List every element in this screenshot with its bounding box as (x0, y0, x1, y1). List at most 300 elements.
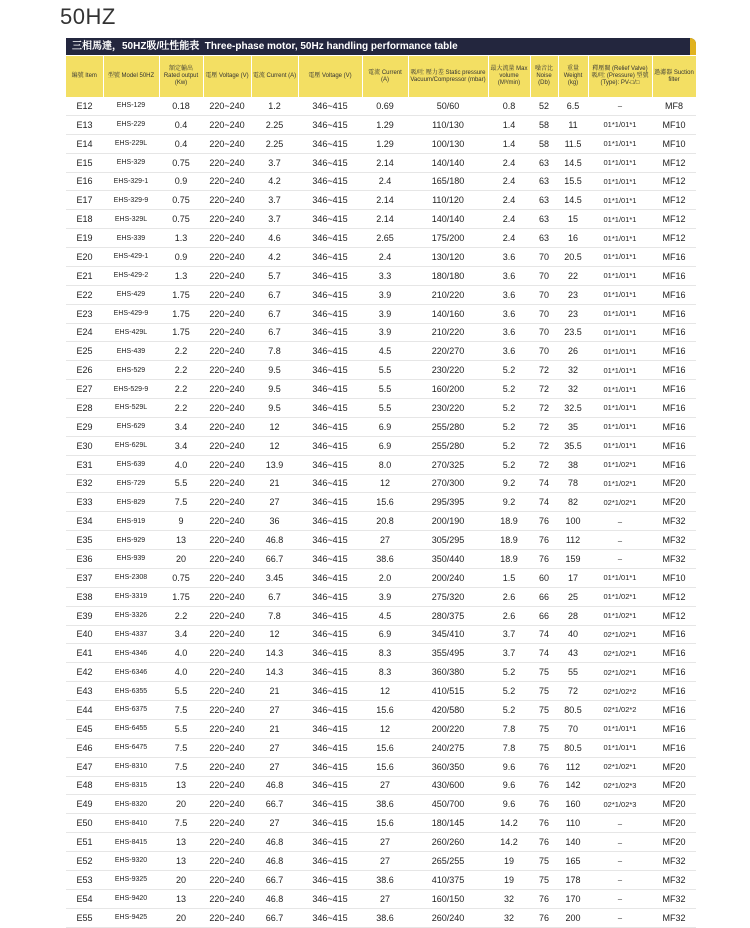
table-row (66, 757, 696, 776)
current-2-cell: 2.65 (362, 229, 408, 248)
model-cell: EHS-929 (103, 531, 159, 550)
rated-output-cell: 1.75 (159, 323, 203, 342)
relief-valve-cell: – (588, 833, 652, 852)
column-header: 電壓 Voltage (V) (298, 56, 362, 97)
suction-filter-cell: MF16 (652, 682, 696, 701)
suction-filter-cell: MF16 (652, 304, 696, 323)
current-1-cell: 27 (251, 701, 298, 720)
current-2-cell: 27 (362, 852, 408, 871)
item-cell: E21 (66, 266, 103, 285)
max-volume-cell: 5.2 (488, 399, 530, 418)
voltage-2-cell: 346~415 (298, 625, 362, 644)
static-pressure-cell: 210/220 (408, 285, 488, 304)
current-2-cell: 27 (362, 833, 408, 852)
item-cell: E36 (66, 550, 103, 569)
relief-valve-cell: 01*1/01*1 (588, 115, 652, 134)
item-cell: E48 (66, 776, 103, 795)
suction-filter-cell: MF16 (652, 417, 696, 436)
rated-output-cell: 0.4 (159, 134, 203, 153)
current-2-cell: 1.29 (362, 134, 408, 153)
current-1-cell: 66.7 (251, 870, 298, 889)
model-cell: EHS-339 (103, 229, 159, 248)
item-cell: E52 (66, 852, 103, 871)
voltage-1-cell: 220~240 (203, 889, 251, 908)
rated-output-cell: 13 (159, 531, 203, 550)
suction-filter-cell: MF12 (652, 172, 696, 191)
relief-valve-cell: 01*1/01*1 (588, 361, 652, 380)
suction-filter-cell: MF12 (652, 229, 696, 248)
weight-cell: 6.5 (558, 97, 588, 115)
weight-cell: 20.5 (558, 248, 588, 267)
item-cell: E53 (66, 870, 103, 889)
relief-valve-cell: 01*1/02*1 (588, 455, 652, 474)
model-cell: EHS-3326 (103, 606, 159, 625)
relief-valve-cell: 02*1/02*1 (588, 625, 652, 644)
suction-filter-cell: MF12 (652, 153, 696, 172)
column-header: 過濾器 Suction filter (652, 56, 696, 97)
suction-filter-cell: MF20 (652, 814, 696, 833)
item-cell: E40 (66, 625, 103, 644)
item-cell: E15 (66, 153, 103, 172)
static-pressure-cell: 260/240 (408, 908, 488, 927)
rated-output-cell: 3.4 (159, 436, 203, 455)
table-row (66, 568, 696, 587)
item-cell: E45 (66, 719, 103, 738)
table-body (66, 97, 696, 927)
rated-output-cell: 4.0 (159, 663, 203, 682)
static-pressure-cell: 200/240 (408, 568, 488, 587)
noise-cell: 72 (530, 455, 558, 474)
relief-valve-cell: 01*1/01*1 (588, 342, 652, 361)
relief-valve-cell: 02*1/02*2 (588, 682, 652, 701)
current-1-cell: 9.5 (251, 380, 298, 399)
model-cell: EHS-9320 (103, 852, 159, 871)
static-pressure-cell: 410/515 (408, 682, 488, 701)
weight-cell: 82 (558, 493, 588, 512)
voltage-2-cell: 346~415 (298, 323, 362, 342)
column-header: 釋壓閥 (Relief Valve) 吸/吐 (Pressure) 型號(Type): PV-□/□ (588, 56, 652, 97)
relief-valve-cell: 01*1/01*1 (588, 417, 652, 436)
static-pressure-cell: 305/295 (408, 531, 488, 550)
suction-filter-cell: MF32 (652, 550, 696, 569)
static-pressure-cell: 280/375 (408, 606, 488, 625)
column-header: 最大流量 Max volume (M³/min) (488, 56, 530, 97)
item-cell: E14 (66, 134, 103, 153)
voltage-1-cell: 220~240 (203, 134, 251, 153)
suction-filter-cell: MF16 (652, 285, 696, 304)
static-pressure-cell: 160/150 (408, 889, 488, 908)
max-volume-cell: 9.2 (488, 474, 530, 493)
relief-valve-cell: – (588, 852, 652, 871)
banner-title-en: Three-phase motor, 50Hz handling performance table (204, 41, 458, 52)
current-2-cell: 27 (362, 776, 408, 795)
table-row (66, 625, 696, 644)
model-cell: EHS-329-1 (103, 172, 159, 191)
suction-filter-cell: MF20 (652, 833, 696, 852)
max-volume-cell: 2.4 (488, 191, 530, 210)
table-row (66, 399, 696, 418)
rated-output-cell: 20 (159, 550, 203, 569)
relief-valve-cell: 01*1/01*1 (588, 172, 652, 191)
max-volume-cell: 2.4 (488, 210, 530, 229)
rated-output-cell: 1.75 (159, 587, 203, 606)
current-2-cell: 5.5 (362, 361, 408, 380)
noise-cell: 76 (530, 550, 558, 569)
voltage-1-cell: 220~240 (203, 568, 251, 587)
model-cell: EHS-439 (103, 342, 159, 361)
max-volume-cell: 19 (488, 852, 530, 871)
current-2-cell: 2.0 (362, 568, 408, 587)
relief-valve-cell: 01*1/01*1 (588, 210, 652, 229)
voltage-2-cell: 346~415 (298, 587, 362, 606)
current-2-cell: 0.69 (362, 97, 408, 115)
static-pressure-cell: 140/140 (408, 153, 488, 172)
voltage-2-cell: 346~415 (298, 550, 362, 569)
max-volume-cell: 1.5 (488, 568, 530, 587)
rated-output-cell: 13 (159, 889, 203, 908)
voltage-2-cell: 346~415 (298, 512, 362, 531)
relief-valve-cell: 01*1/01*1 (588, 436, 652, 455)
model-cell: EHS-4337 (103, 625, 159, 644)
voltage-2-cell: 346~415 (298, 889, 362, 908)
item-cell: E51 (66, 833, 103, 852)
relief-valve-cell: 01*1/01*1 (588, 134, 652, 153)
max-volume-cell: 9.6 (488, 776, 530, 795)
current-2-cell: 2.4 (362, 172, 408, 191)
model-cell: EHS-8410 (103, 814, 159, 833)
rated-output-cell: 0.4 (159, 115, 203, 134)
current-1-cell: 21 (251, 474, 298, 493)
column-header: 吸/吐 壓力差 Static pressure Vacuum/Compressor (mbar) (408, 56, 488, 97)
current-2-cell: 2.14 (362, 210, 408, 229)
relief-valve-cell: – (588, 550, 652, 569)
table-row (66, 908, 696, 927)
voltage-2-cell: 346~415 (298, 474, 362, 493)
table-row (66, 644, 696, 663)
current-2-cell: 15.6 (362, 701, 408, 720)
table-row (66, 870, 696, 889)
weight-cell: 35 (558, 417, 588, 436)
voltage-1-cell: 220~240 (203, 266, 251, 285)
voltage-2-cell: 346~415 (298, 361, 362, 380)
table-row (66, 191, 696, 210)
noise-cell: 72 (530, 436, 558, 455)
current-1-cell: 6.7 (251, 285, 298, 304)
voltage-2-cell: 346~415 (298, 852, 362, 871)
item-cell: E31 (66, 455, 103, 474)
current-1-cell: 6.7 (251, 323, 298, 342)
max-volume-cell: 1.4 (488, 115, 530, 134)
relief-valve-cell: 01*1/02*1 (588, 606, 652, 625)
current-1-cell: 12 (251, 436, 298, 455)
relief-valve-cell: 01*1/01*1 (588, 399, 652, 418)
current-2-cell: 38.6 (362, 870, 408, 889)
suction-filter-cell: MF32 (652, 908, 696, 927)
rated-output-cell: 0.9 (159, 248, 203, 267)
suction-filter-cell: MF12 (652, 606, 696, 625)
model-cell: EHS-9425 (103, 908, 159, 927)
voltage-2-cell: 346~415 (298, 210, 362, 229)
model-cell: EHS-629L (103, 436, 159, 455)
suction-filter-cell: MF16 (652, 738, 696, 757)
max-volume-cell: 18.9 (488, 550, 530, 569)
noise-cell: 52 (530, 97, 558, 115)
noise-cell: 70 (530, 342, 558, 361)
max-volume-cell: 5.2 (488, 455, 530, 474)
table-row (66, 266, 696, 285)
current-2-cell: 27 (362, 531, 408, 550)
weight-cell: 26 (558, 342, 588, 361)
model-cell: EHS-3319 (103, 587, 159, 606)
current-1-cell: 46.8 (251, 852, 298, 871)
weight-cell: 22 (558, 266, 588, 285)
table-row (66, 210, 696, 229)
table-row (66, 738, 696, 757)
table-row (66, 248, 696, 267)
noise-cell: 60 (530, 568, 558, 587)
max-volume-cell: 9.6 (488, 795, 530, 814)
noise-cell: 75 (530, 852, 558, 871)
rated-output-cell: 0.75 (159, 210, 203, 229)
voltage-2-cell: 346~415 (298, 701, 362, 720)
static-pressure-cell: 240/275 (408, 738, 488, 757)
item-cell: E55 (66, 908, 103, 927)
item-cell: E23 (66, 304, 103, 323)
item-cell: E42 (66, 663, 103, 682)
weight-cell: 40 (558, 625, 588, 644)
current-2-cell: 5.5 (362, 380, 408, 399)
current-1-cell: 36 (251, 512, 298, 531)
rated-output-cell: 5.5 (159, 682, 203, 701)
current-2-cell: 1.29 (362, 115, 408, 134)
table-row (66, 229, 696, 248)
voltage-1-cell: 220~240 (203, 417, 251, 436)
static-pressure-cell: 130/120 (408, 248, 488, 267)
model-cell: EHS-919 (103, 512, 159, 531)
max-volume-cell: 5.2 (488, 380, 530, 399)
suction-filter-cell: MF20 (652, 776, 696, 795)
current-1-cell: 27 (251, 757, 298, 776)
voltage-1-cell: 220~240 (203, 97, 251, 115)
noise-cell: 76 (530, 531, 558, 550)
table-row (66, 285, 696, 304)
table-header-row (66, 56, 696, 97)
current-2-cell: 12 (362, 719, 408, 738)
voltage-2-cell: 346~415 (298, 191, 362, 210)
current-1-cell: 14.3 (251, 644, 298, 663)
voltage-1-cell: 220~240 (203, 115, 251, 134)
item-cell: E47 (66, 757, 103, 776)
current-2-cell: 38.6 (362, 795, 408, 814)
item-cell: E16 (66, 172, 103, 191)
relief-valve-cell: 02*1/02*3 (588, 795, 652, 814)
noise-cell: 63 (530, 153, 558, 172)
suction-filter-cell: MF10 (652, 115, 696, 134)
rated-output-cell: 13 (159, 776, 203, 795)
voltage-2-cell: 346~415 (298, 455, 362, 474)
current-2-cell: 4.5 (362, 606, 408, 625)
weight-cell: 165 (558, 852, 588, 871)
relief-valve-cell: – (588, 512, 652, 531)
max-volume-cell: 3.6 (488, 285, 530, 304)
weight-cell: 100 (558, 512, 588, 531)
voltage-2-cell: 346~415 (298, 153, 362, 172)
current-2-cell: 6.9 (362, 436, 408, 455)
relief-valve-cell: – (588, 97, 652, 115)
noise-cell: 72 (530, 380, 558, 399)
suction-filter-cell: MF32 (652, 870, 696, 889)
noise-cell: 75 (530, 719, 558, 738)
model-cell: EHS-529-9 (103, 380, 159, 399)
table-row (66, 833, 696, 852)
item-cell: E44 (66, 701, 103, 720)
model-cell: EHS-6346 (103, 663, 159, 682)
current-2-cell: 15.6 (362, 757, 408, 776)
current-1-cell: 2.25 (251, 115, 298, 134)
voltage-1-cell: 220~240 (203, 701, 251, 720)
current-1-cell: 6.7 (251, 304, 298, 323)
rated-output-cell: 5.5 (159, 474, 203, 493)
model-cell: EHS-8310 (103, 757, 159, 776)
item-cell: E50 (66, 814, 103, 833)
current-2-cell: 15.6 (362, 738, 408, 757)
voltage-1-cell: 220~240 (203, 229, 251, 248)
static-pressure-cell: 180/145 (408, 814, 488, 833)
noise-cell: 63 (530, 172, 558, 191)
current-2-cell: 27 (362, 889, 408, 908)
column-header: 電流 Current (A) (362, 56, 408, 97)
table-row (66, 606, 696, 625)
relief-valve-cell: 01*1/01*1 (588, 229, 652, 248)
max-volume-cell: 18.9 (488, 512, 530, 531)
weight-cell: 23 (558, 285, 588, 304)
max-volume-cell: 3.6 (488, 342, 530, 361)
table-row (66, 493, 696, 512)
voltage-2-cell: 346~415 (298, 814, 362, 833)
voltage-2-cell: 346~415 (298, 663, 362, 682)
rated-output-cell: 0.75 (159, 568, 203, 587)
suction-filter-cell: MF16 (652, 342, 696, 361)
voltage-1-cell: 220~240 (203, 248, 251, 267)
model-cell: EHS-529 (103, 361, 159, 380)
relief-valve-cell: 01*1/02*1 (588, 474, 652, 493)
weight-cell: 78 (558, 474, 588, 493)
noise-cell: 72 (530, 361, 558, 380)
rated-output-cell: 7.5 (159, 493, 203, 512)
weight-cell: 15 (558, 210, 588, 229)
suction-filter-cell: MF16 (652, 323, 696, 342)
static-pressure-cell: 430/600 (408, 776, 488, 795)
voltage-2-cell: 346~415 (298, 266, 362, 285)
current-1-cell: 21 (251, 719, 298, 738)
table-row (66, 814, 696, 833)
voltage-2-cell: 346~415 (298, 531, 362, 550)
rated-output-cell: 2.2 (159, 380, 203, 399)
item-cell: E54 (66, 889, 103, 908)
static-pressure-cell: 255/280 (408, 436, 488, 455)
static-pressure-cell: 360/350 (408, 757, 488, 776)
model-cell: EHS-9325 (103, 870, 159, 889)
model-cell: EHS-429-1 (103, 248, 159, 267)
static-pressure-cell: 175/200 (408, 229, 488, 248)
item-cell: E19 (66, 229, 103, 248)
voltage-2-cell: 346~415 (298, 908, 362, 927)
voltage-1-cell: 220~240 (203, 663, 251, 682)
item-cell: E17 (66, 191, 103, 210)
suction-filter-cell: MF16 (652, 436, 696, 455)
noise-cell: 63 (530, 191, 558, 210)
current-2-cell: 3.9 (362, 285, 408, 304)
page-title: 50HZ (60, 4, 116, 29)
weight-cell: 55 (558, 663, 588, 682)
rated-output-cell: 1.75 (159, 304, 203, 323)
suction-filter-cell: MF8 (652, 97, 696, 115)
voltage-1-cell: 220~240 (203, 587, 251, 606)
weight-cell: 23 (558, 304, 588, 323)
model-cell: EHS-6355 (103, 682, 159, 701)
column-header: 額定輸出 Rated output (Kw) (159, 56, 203, 97)
table-row (66, 417, 696, 436)
noise-cell: 75 (530, 663, 558, 682)
voltage-2-cell: 346~415 (298, 134, 362, 153)
model-cell: EHS-8320 (103, 795, 159, 814)
model-cell: EHS-529L (103, 399, 159, 418)
voltage-2-cell: 346~415 (298, 644, 362, 663)
relief-valve-cell: 01*1/01*1 (588, 285, 652, 304)
item-cell: E18 (66, 210, 103, 229)
weight-cell: 80.5 (558, 701, 588, 720)
current-1-cell: 27 (251, 738, 298, 757)
current-1-cell: 3.7 (251, 210, 298, 229)
voltage-1-cell: 220~240 (203, 304, 251, 323)
static-pressure-cell: 410/375 (408, 870, 488, 889)
relief-valve-cell: 01*1/01*1 (588, 738, 652, 757)
voltage-2-cell: 346~415 (298, 493, 362, 512)
current-1-cell: 46.8 (251, 889, 298, 908)
static-pressure-cell: 140/140 (408, 210, 488, 229)
static-pressure-cell: 220/270 (408, 342, 488, 361)
voltage-1-cell: 220~240 (203, 814, 251, 833)
column-header: 型號 Model 50HZ (103, 56, 159, 97)
current-2-cell: 38.6 (362, 908, 408, 927)
max-volume-cell: 5.2 (488, 436, 530, 455)
weight-cell: 11 (558, 115, 588, 134)
relief-valve-cell: 02*1/02*3 (588, 776, 652, 795)
table-row (66, 323, 696, 342)
voltage-1-cell: 220~240 (203, 531, 251, 550)
weight-cell: 35.5 (558, 436, 588, 455)
relief-valve-cell: 02*1/02*1 (588, 757, 652, 776)
relief-valve-cell: – (588, 870, 652, 889)
model-cell: EHS-6475 (103, 738, 159, 757)
current-1-cell: 3.45 (251, 568, 298, 587)
max-volume-cell: 7.8 (488, 738, 530, 757)
item-cell: E39 (66, 606, 103, 625)
model-cell: EHS-329L (103, 210, 159, 229)
voltage-1-cell: 220~240 (203, 795, 251, 814)
relief-valve-cell: – (588, 908, 652, 927)
max-volume-cell: 3.7 (488, 644, 530, 663)
current-1-cell: 46.8 (251, 531, 298, 550)
weight-cell: 14.5 (558, 153, 588, 172)
current-2-cell: 8.3 (362, 644, 408, 663)
table-row (66, 97, 696, 115)
model-cell: EHS-4346 (103, 644, 159, 663)
max-volume-cell: 0.8 (488, 97, 530, 115)
model-cell: EHS-8315 (103, 776, 159, 795)
current-2-cell: 6.9 (362, 417, 408, 436)
static-pressure-cell: 210/220 (408, 323, 488, 342)
